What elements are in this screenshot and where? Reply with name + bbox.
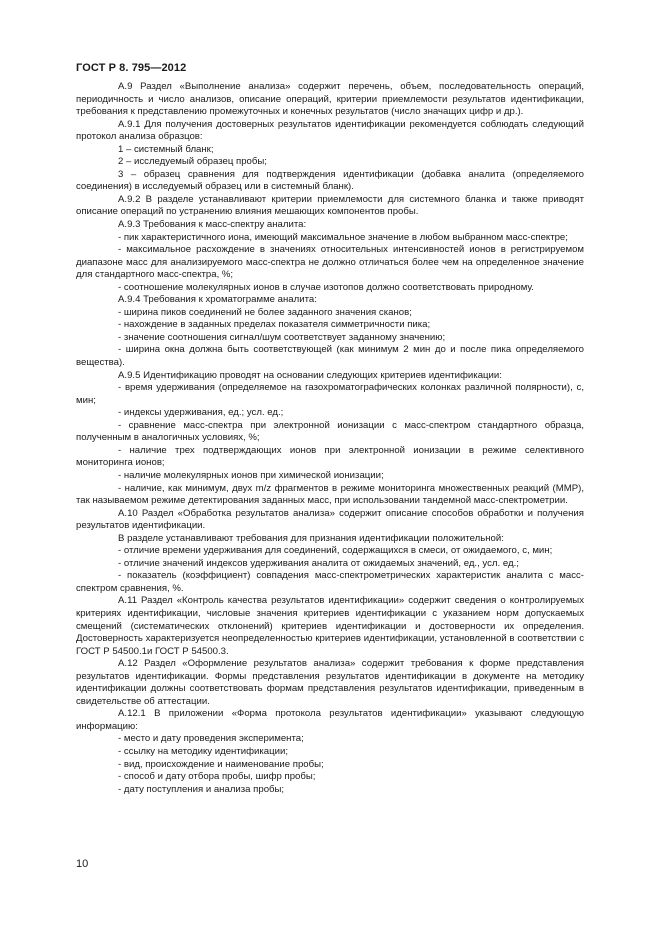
list-item: - значение соотношения сигнал/шум соответствует заданному значению; (118, 331, 446, 343)
paragraph-a9-2: А.9.2 В разделе устанавливают критерии приемлемости для системного бланка и также приводят описание операций по устранению влияния мешающих компонентов пробы. (76, 193, 584, 218)
paragraph-a10: А.10 Раздел «Обработка результатов анализа» содержит описание способов обработки и получения результатов идентификации. (76, 507, 584, 532)
list-item: - способ и дату отбора пробы, шифр пробы; (118, 771, 316, 783)
list-item: - ссылку на методику идентификации; (118, 745, 288, 757)
document-body (76, 81, 584, 796)
list-item: - место и дату проведения эксперимента; (118, 733, 304, 745)
paragraph-positive-identification: В разделе устанавливают требования для признания идентификации положительной: (118, 532, 504, 544)
list-item: - индексы удерживания, ед.; усл. ед.; (118, 407, 284, 419)
paragraph-a9-4: А.9.4 Требования к хроматограмме аналита: (118, 294, 317, 306)
list-item: - максимальное расхождение в значениях относительных интенсивностей ионов в регистрируемом диапазоне масс для анализируемого масс-спектра не должно отличаться более чем на определенное значение для стандартного масс-спектра, %; (76, 244, 584, 281)
list-item: - наличие, как минимум, двух m/z фрагментов в режиме мониторинга множественных реакций (ММР), так называемом режиме детектирования заданных масс, при использовании тандемной масс-спектрометрии. (76, 482, 584, 507)
list-item: - время удерживания (определяемое на газохроматографических колонках различной полярности), с, мин; (76, 382, 584, 406)
list-item: - наличие трех подтверждающих ионов при электронной ионизации в режиме селективного мониторинга ионов; (76, 444, 584, 469)
list-item: - ширина пиков соединений не более заданного значения сканов; (118, 306, 412, 318)
list-item: - вид, происхождение и наименование пробы; (118, 758, 324, 770)
standard-header: ГОСТ Р 8. 795—2012 (76, 62, 187, 74)
list-item: - отличие времени удерживания для соединений, содержащихся в смеси, от ожидаемого, с, мин; (118, 545, 553, 557)
paragraph-a9: А.9 Раздел «Выполнение анализа» содержит перечень, объем, последовательность операций, периодичность и число анализов, описание операций, критерии приемлемости результатов идентификации, требования к представлению промежуточных и конечных результатов (число значащих цифр и др.). (76, 81, 584, 118)
list-item: - соотношение молекулярных ионов в случае изотопов должно соответствовать природному. (118, 281, 534, 293)
list-item: - показатель (коэффициент) совпадения масс-спектрометрических характеристик аналита с масс-спектром сравнения, %. (76, 570, 584, 594)
list-item-1: 1 – системный бланк; (118, 143, 214, 155)
paragraph-a11: А.11 Раздел «Контроль качества результатов идентификации» содержит сведения о контролируемых критериях идентификации, числовые значения критериев идентификации с указанием норм допускаемых смещений (систематических отклонений) критериев идентификации и достоверности их определения. Достоверность характеризуется неопределенностью критериев идентификации, установленной в соответствии с ГОСТ Р 54500.1и ГОСТ Р 54500.3. (76, 595, 584, 657)
list-item: - ширина окна должна быть соответствующей (как минимум 2 мин до и после пика определяемого вещества). (76, 344, 584, 369)
list-item: - пик характеристичного иона, имеющий максимальное значение в любом выбранном масс-спектре; (118, 231, 568, 243)
list-item-3: 3 – образец сравнения для подтверждения идентификации (добавка аналита (определяемого соединения) в исследуемый образец или в системный бланк). (76, 168, 584, 193)
list-item: - отличие значений индексов удерживания аналита от ожидаемых значений, ед., усл. ед.; (118, 557, 519, 569)
paragraph-a9-5: А.9.5 Идентификацию проводят на основании следующих критериев идентификации: (118, 369, 502, 381)
list-item: - дату поступления и анализа пробы; (118, 783, 285, 795)
list-item: - нахождение в заданных пределах показателя симметричности пика; (118, 319, 431, 331)
page-number: 10 (76, 858, 89, 870)
list-item: - наличие молекулярных ионов при химической ионизации; (118, 469, 384, 481)
list-item: - сравнение масс-спектра при электронной ионизации с масс-спектром стандартного образца, полученным в аналогичных условиях, %; (76, 419, 584, 444)
list-item-2: 2 – исследуемый образец пробы; (118, 156, 267, 168)
paragraph-a12-1: А.12.1 В приложении «Форма протокола результатов идентификации» указывают следующую информацию: (76, 708, 584, 732)
paragraph-a9-3: А.9.3 Требования к масс-спектру аналита: (118, 219, 307, 231)
paragraph-a9-1: А.9.1 Для получения достоверных результатов идентификации рекомендуется соблюдать следующий протокол анализа образцов: (76, 118, 584, 143)
paragraph-a12: А.12 Раздел «Оформление результатов анализа» содержит требования к форме представления результатов идентификации. Формы представления результатов идентификации в документе на методику идентификации должны соответствовать формам представления результатов идентификации, приведенным в свидетельстве об аттестации. (76, 658, 584, 707)
